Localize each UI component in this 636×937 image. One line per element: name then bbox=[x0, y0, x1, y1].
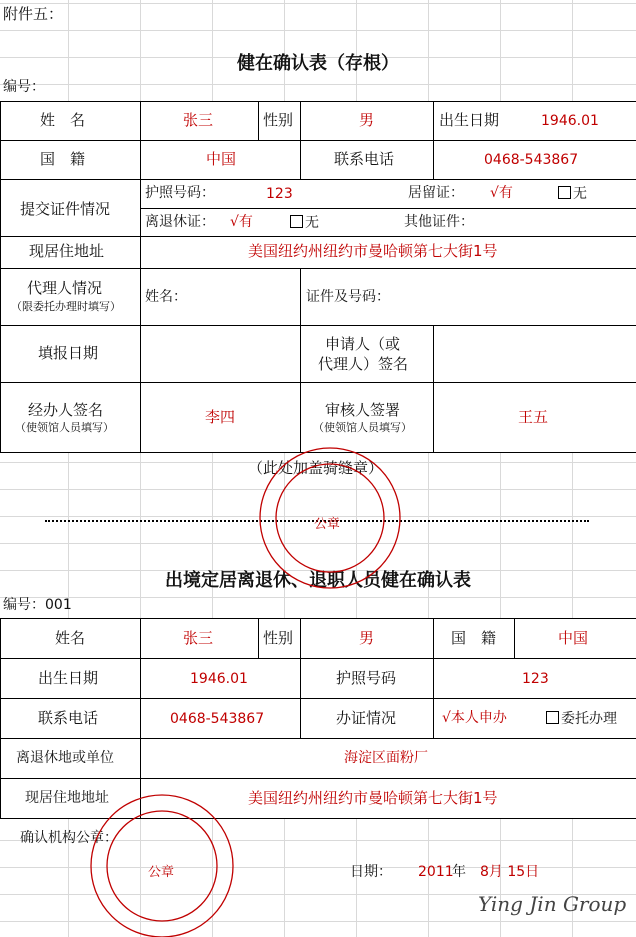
form-birth-label: 出生日期 bbox=[38, 669, 99, 687]
stub-retire-no-option: 无 bbox=[290, 215, 319, 230]
form-number-label: 编号：001 bbox=[3, 597, 72, 613]
stub-reviewer-value: 王五 bbox=[518, 408, 549, 426]
stub-retire-yes: √有 bbox=[230, 214, 253, 230]
stub-birth-value: 1946.01 bbox=[541, 113, 599, 129]
form-title: 出境定居离退休、退职人员健在确认表 bbox=[165, 570, 471, 591]
stub-handler-label: 经办人签名 bbox=[28, 401, 104, 419]
stub-residence-yes: √有 bbox=[490, 185, 513, 201]
stub-other-label: 其他证件： bbox=[404, 214, 474, 230]
stub-gender-label: 性别 bbox=[263, 111, 294, 129]
stub-residence-no-option: 无 bbox=[558, 186, 587, 201]
form-gender-value: 男 bbox=[359, 629, 375, 647]
form-unit-value: 海淀区面粉厂 bbox=[344, 750, 428, 766]
stub-agent-name-label: 姓名： bbox=[145, 289, 187, 305]
form-phone-value: 0468-543867 bbox=[170, 711, 265, 727]
seam-seal-inner-ring bbox=[276, 464, 384, 572]
stub-residence-label: 居留证： bbox=[408, 185, 464, 201]
stub-docs-label: 提交证件情况 bbox=[20, 200, 111, 218]
form-name-label: 姓名 bbox=[55, 629, 86, 647]
stub-applicant-sign-line2: 代理人）签名 bbox=[318, 355, 409, 373]
stub-name-value: 张三 bbox=[183, 111, 214, 129]
stub-gender-value: 男 bbox=[359, 111, 375, 129]
seam-seal-note: （此处加盖骑缝章） bbox=[248, 459, 384, 477]
stub-passport-value: 123 bbox=[266, 186, 293, 202]
stub-title: 健在确认表（存根） bbox=[237, 53, 399, 74]
stub-phone-value: 0468-543867 bbox=[484, 152, 579, 168]
stub-handler-note: （使领馆人员填写） bbox=[15, 421, 114, 434]
stub-phone-label: 联系电话 bbox=[334, 150, 395, 168]
watermark: Ying Jin Group bbox=[478, 892, 627, 916]
stub-retire-label: 离退休证： bbox=[145, 214, 215, 230]
stub-reviewer-label: 审核人签署 bbox=[325, 401, 401, 419]
stub-name-label: 姓 名 bbox=[40, 111, 86, 129]
form-handling-label: 办证情况 bbox=[336, 709, 397, 727]
form-handling-proxy-option: 委托办理 bbox=[546, 711, 617, 726]
stub-address-value: 美国纽约州纽约市曼哈顿第七大街1号 bbox=[248, 242, 498, 260]
form-name-value: 张三 bbox=[183, 629, 214, 647]
seam-seal-outer-ring bbox=[260, 448, 400, 588]
seam-seal-text: 公章 bbox=[314, 517, 341, 532]
confirm-seal-label: 确认机构公章： bbox=[20, 830, 118, 846]
form-address-label: 现居住地地址 bbox=[25, 790, 109, 806]
confirm-seal-text: 公章 bbox=[148, 865, 175, 880]
date-year: 2011 bbox=[418, 864, 454, 880]
year-unit: 年 bbox=[452, 864, 466, 880]
stub-nationality-value: 中国 bbox=[206, 150, 237, 168]
form-passport-label: 护照号码 bbox=[336, 669, 397, 687]
form-nationality-label: 国 籍 bbox=[451, 629, 497, 647]
date-label: 日期： bbox=[350, 864, 392, 880]
stub-address-label: 现居住地址 bbox=[29, 242, 105, 260]
stub-agent-id-label: 证件及号码： bbox=[306, 289, 390, 305]
stub-agent-label: 代理人情况 bbox=[27, 279, 103, 297]
confirm-seal-inner-ring bbox=[107, 811, 217, 921]
stub-applicant-sign-line1: 申请人（或 bbox=[325, 335, 401, 353]
stub-birth-label: 出生日期 bbox=[439, 111, 500, 129]
stub-reviewer-note: （使领馆人员填写） bbox=[313, 421, 412, 434]
stub-fill-date-label: 填报日期 bbox=[38, 344, 99, 362]
form-nationality-value: 中国 bbox=[558, 629, 589, 647]
form-gender-label: 性别 bbox=[263, 629, 294, 647]
attachment-label: 附件五： bbox=[3, 5, 64, 23]
form-unit-label: 离退休地或单位 bbox=[16, 750, 114, 766]
stub-agent-note: （限委托办理时填写） bbox=[11, 300, 121, 313]
form-handling-self: √本人申办 bbox=[442, 710, 507, 726]
form-birth-value: 1946.01 bbox=[190, 671, 248, 687]
date-month-day: 8月 15日 bbox=[480, 864, 540, 880]
form-passport-value: 123 bbox=[522, 671, 549, 687]
form-address-value: 美国纽约州纽约市曼哈顿第七大街1号 bbox=[248, 789, 498, 807]
confirm-seal-outer-ring bbox=[91, 795, 233, 937]
stub-passport-label: 护照号码： bbox=[145, 185, 215, 201]
form-phone-label: 联系电话 bbox=[38, 709, 99, 727]
stub-handler-value: 李四 bbox=[205, 408, 236, 426]
stub-nationality-label: 国 籍 bbox=[40, 150, 86, 168]
stub-number-label: 编号： bbox=[3, 79, 45, 95]
